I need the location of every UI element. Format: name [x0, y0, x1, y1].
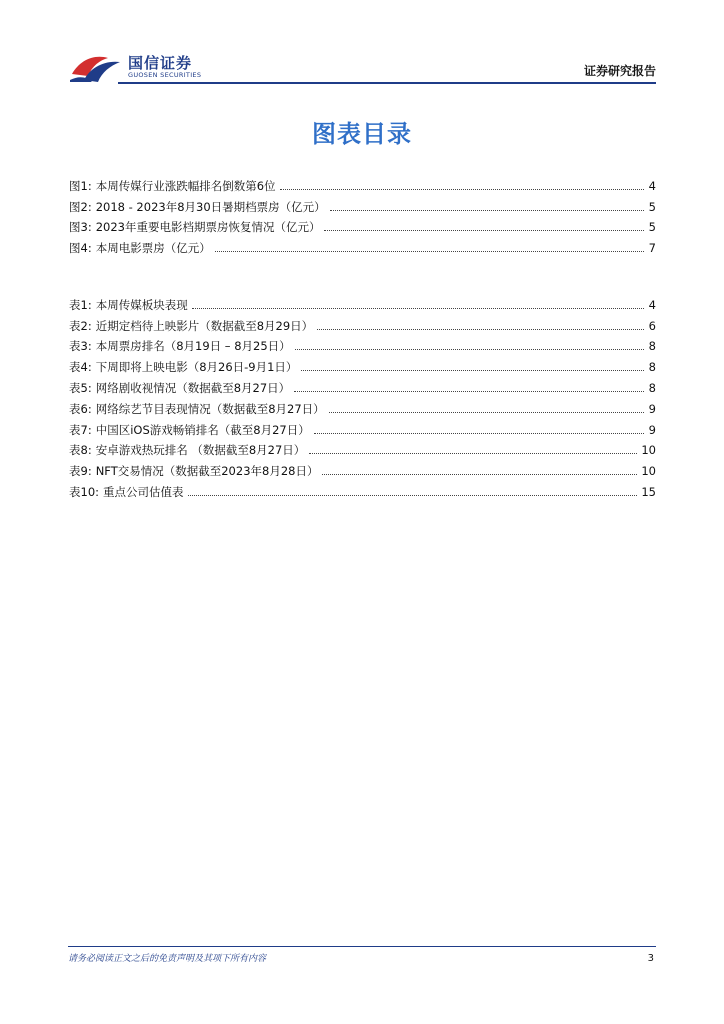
- figure-list: [69, 172, 656, 255]
- entry-title: 网络剧收视情况（数据截至8月27日）: [95, 380, 291, 395]
- entry-page: 4: [648, 178, 656, 193]
- dot-leader: [317, 329, 644, 330]
- toc-entry-table-4[interactable]: [69, 353, 656, 374]
- entry-label: 表4:: [69, 360, 92, 375]
- entry-page: 9: [648, 401, 656, 416]
- dot-leader: [294, 391, 644, 392]
- toc-entry-figure-4[interactable]: [69, 234, 656, 255]
- entry-page: 8: [648, 339, 656, 354]
- entry-page: 10: [641, 443, 656, 458]
- entry-label: 表2:: [69, 318, 92, 333]
- entry-label: 图2:: [69, 199, 92, 214]
- logo-name-cn: 国信证券: [128, 54, 193, 72]
- guosen-logo: [70, 50, 220, 86]
- toc-entry-table-9[interactable]: [69, 457, 656, 478]
- entry-title: 2018 - 2023年8月30日暑期档票房（亿元）: [95, 199, 326, 214]
- entry-page: 6: [648, 318, 656, 333]
- toc-entry-figure-2[interactable]: [69, 193, 656, 214]
- toc-entry-table-1[interactable]: [69, 291, 656, 312]
- entry-title: 中国区iOS游戏畅销排名（截至8月27日）: [95, 422, 310, 437]
- entry-label: 表10:: [69, 484, 100, 499]
- entry-title: NFT交易情况（数据截至2023年8月28日）: [95, 464, 319, 479]
- dot-leader: [330, 210, 644, 211]
- header-divider: [118, 82, 656, 84]
- logo-name-en: GUOSEN SECURITIES: [128, 71, 202, 79]
- entry-label: 表9:: [69, 464, 92, 479]
- footer-divider: [68, 946, 656, 947]
- dot-leader: [322, 474, 637, 475]
- dot-leader: [329, 412, 644, 413]
- toc-entry-figure-1[interactable]: [69, 172, 656, 193]
- dot-leader: [309, 453, 637, 454]
- entry-page: 5: [648, 199, 656, 214]
- dot-leader: [280, 189, 644, 190]
- entry-title: 本周电影票房（亿元）: [95, 241, 211, 256]
- entry-page: 8: [648, 360, 656, 375]
- entry-label: 表5:: [69, 380, 92, 395]
- entry-page: 15: [641, 484, 656, 499]
- dot-leader: [192, 308, 644, 309]
- entry-label: 图3:: [69, 220, 92, 235]
- dot-leader: [295, 349, 644, 350]
- dot-leader: [314, 433, 644, 434]
- dot-leader: [215, 251, 644, 252]
- entry-title: 近期定档待上映影片（数据截至8月29日）: [95, 318, 314, 333]
- guosen-logo-icon: [70, 50, 122, 84]
- entry-label: 图4:: [69, 241, 92, 256]
- toc-entry-table-7[interactable]: [69, 416, 656, 437]
- entry-page: 9: [648, 422, 656, 437]
- entry-title: 本周票房排名（8月19日 – 8月25日）: [95, 339, 291, 354]
- toc-entry-table-8[interactable]: [69, 437, 656, 458]
- toc-entry-table-6[interactable]: [69, 395, 656, 416]
- entry-title: 本周传媒板块表现: [95, 297, 188, 312]
- dot-leader: [301, 370, 644, 371]
- entry-title: 网络综艺节目表现情况（数据截至8月27日）: [95, 401, 325, 416]
- toc-entry-table-10[interactable]: [69, 478, 656, 499]
- entry-label: 表1:: [69, 297, 92, 312]
- dot-leader: [324, 230, 644, 231]
- disclaimer-note: 请务必阅读正文之后的免责声明及其项下所有内容: [68, 954, 267, 964]
- entry-label: 表8:: [69, 443, 92, 458]
- entry-page: 7: [648, 241, 656, 256]
- entry-page: 10: [641, 464, 656, 479]
- entry-label: 表6:: [69, 401, 92, 416]
- toc-title: 图表目录: [312, 120, 412, 148]
- toc-entry-table-5[interactable]: [69, 374, 656, 395]
- toc-entry-table-2[interactable]: [69, 312, 656, 333]
- page-header: [0, 0, 724, 90]
- toc-entry-table-3[interactable]: [69, 333, 656, 354]
- page-number: 3: [647, 953, 654, 964]
- entry-label: 表7:: [69, 422, 92, 437]
- entry-title: 本周传媒行业涨跌幅排名倒数第6位: [95, 178, 276, 193]
- table-list: [69, 291, 656, 499]
- entry-title: 重点公司估值表: [103, 484, 184, 499]
- dot-leader: [188, 495, 638, 496]
- report-type-label: 证券研究报告: [583, 64, 656, 78]
- toc-entry-figure-3[interactable]: [69, 214, 656, 235]
- entry-label: 表3:: [69, 339, 92, 354]
- entry-page: 4: [648, 297, 656, 312]
- entry-title: 安卓游戏热玩排名 （数据截至8月27日）: [95, 443, 306, 458]
- entry-label: 图1:: [69, 178, 92, 193]
- entry-page: 5: [648, 220, 656, 235]
- entry-title: 2023年重要电影档期票房恢复情况（亿元）: [95, 220, 321, 235]
- entry-title: 下周即将上映电影（8月26日-9月1日）: [95, 360, 298, 375]
- entry-page: 8: [648, 380, 656, 395]
